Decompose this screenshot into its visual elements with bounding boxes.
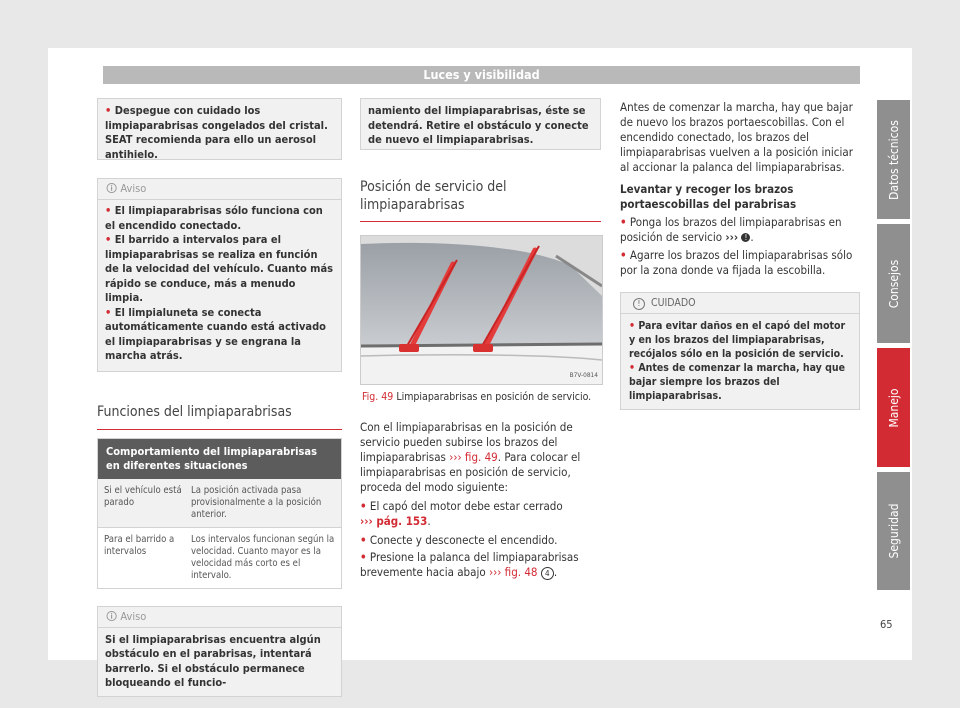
cuidado-body xyxy=(621,314,859,409)
aviso-label: Aviso xyxy=(120,182,147,195)
figure-link[interactable]: ››› fig. 48 xyxy=(488,565,538,579)
step-text: El capó del motor debe estar cerrado xyxy=(369,499,563,513)
table-cell: Si el vehículo está parado xyxy=(104,484,182,508)
aviso-2-body: Si el limpiaparabrisas encuentra algún obstáculo en el parabrisas, intentará barrerlo. Si el obstáculo permanece bloqueando el funcio- xyxy=(105,632,321,689)
section-rule xyxy=(97,429,342,430)
box-bullet: • Despegue con cuidado los limpiaparabrisas congelados del cristal. SEAT recomienda para ello un aerosol antihielo. xyxy=(105,104,334,162)
table-cell: Los intervalos funcionan según la velocidad. Cuanto mayor es la velocidad más corto es el intervalo. xyxy=(191,533,335,581)
aviso-continuation-box: namiento del limpiaparabrisas, éste se detendrá. Retire el obstáculo y conecte de nuevo el limpiaparabrisas. xyxy=(360,98,601,150)
aviso-bullet: • El limpiaparabrisas sólo funciona con el encendido conectado. xyxy=(105,204,334,233)
info-icon: 🛈 xyxy=(106,182,118,195)
table-cell: Para el barrido a intervalos xyxy=(104,533,175,557)
section-rule xyxy=(360,221,601,222)
windshield-figure xyxy=(360,235,603,385)
cuidado-header xyxy=(621,293,859,314)
aviso-box-1 xyxy=(97,178,342,372)
page-number: 65 xyxy=(880,618,893,631)
tab-datos-tecnicos[interactable] xyxy=(877,100,910,219)
figure-caption xyxy=(360,391,601,404)
step-item: • El capó del motor debe estar cerrado ››› pág. 153. xyxy=(360,499,563,528)
tab-label: Seguridad xyxy=(886,503,901,559)
section-title-funciones: Funciones del limpiaparabrisas xyxy=(97,403,292,420)
subheading: Levantar y recoger los brazos portaescobillas del parabrisas xyxy=(620,182,797,211)
bullet-mark: • xyxy=(620,248,627,262)
aviso-header xyxy=(98,607,341,628)
tab-label: Datos técnicos xyxy=(886,119,901,200)
page-header: Luces y visibilidad xyxy=(103,66,860,84)
image-code: B7V-0814 xyxy=(569,370,598,379)
aviso-bullet: • El barrido a intervalos para el limpiaparabrisas se realiza en función de la velocidad del vehículo. Cuanto más rápido se conduce, más a menudo limpia. xyxy=(105,233,334,306)
step-item xyxy=(620,248,860,278)
intro-paragraph: Antes de comenzar la marcha, hay que bajar de nuevo los brazos portaescobillas. Con el encendido conectado, los brazos del limpiaparabrisas vuelven a la posición iniciar al accionar la palanca del limpiaparabrisas. xyxy=(620,100,853,174)
table-title: Comportamiento del limpiaparabrisas en diferentes situaciones xyxy=(98,439,341,479)
step-item xyxy=(360,533,601,548)
step-text: Agarre los brazos del limpiaparabrisas sólo por la zona donde va fijada la escobilla. xyxy=(620,248,853,277)
cuidado-bullet: • Para evitar daños en el capó del motor y en los brazos del limpiaparabrisas, recójalos sólo en la posición de servicio. xyxy=(629,319,851,361)
warning-icon: ! xyxy=(741,233,750,242)
figure-label: Fig. 49 xyxy=(362,391,394,403)
tab-label: Manejo xyxy=(886,387,901,428)
cuidado-bullet: • Antes de comenzar la marcha, hay que bajar siempre los brazos del limpiaparabrisas. xyxy=(629,361,851,403)
paragraph-text: . Para colocar el limpiaparabrisas en posición de servicio, proceda del modo siguiente: xyxy=(360,450,581,494)
cuidado-box xyxy=(620,292,860,410)
tab-label: Consejos xyxy=(886,259,901,308)
aviso-header xyxy=(98,179,341,200)
cuidado-label: CUIDADO xyxy=(651,297,696,309)
paragraph-text: Con el limpiaparabrisas en la posición de servicio pueden subirse los brazos del limpiaparabrisas xyxy=(360,420,573,464)
tab-manejo[interactable] xyxy=(877,348,910,467)
table-row xyxy=(98,528,341,588)
tab-seguridad[interactable] xyxy=(877,472,910,590)
info-icon: 🛈 xyxy=(106,609,118,623)
right-column xyxy=(620,100,860,410)
step-text: Ponga los brazos del limpiaparabrisas en posición de servicio xyxy=(620,215,842,244)
aviso-label: Aviso xyxy=(120,609,147,623)
step-text: Conecte y desconecte el encendido. xyxy=(369,533,558,547)
warning-continuation-box xyxy=(97,98,342,160)
service-steps xyxy=(360,499,601,580)
figure-caption-text: Limpiaparabrisas en posición de servicio. xyxy=(396,391,592,403)
alert-circle-icon: ! xyxy=(633,298,645,310)
middle-column xyxy=(360,98,601,580)
aviso-bullet: • El limpialuneta se conecta automáticamente cuando está activado el limpiaparabrisas y se engrana la marcha atrás. xyxy=(105,306,334,364)
step-item: • Presione la palanca del limpiaparabrisas brevemente hacia abajo ››› fig. 48 4 . xyxy=(360,550,579,579)
bullet-mark: • xyxy=(360,533,367,547)
bullet-mark: • xyxy=(360,499,367,513)
aviso-box-2 xyxy=(97,606,342,697)
function-table xyxy=(97,438,342,589)
service-paragraph xyxy=(360,420,601,495)
step-text: Presione la palanca del limpiaparabrisas brevemente hacia abajo xyxy=(360,550,579,579)
page-link[interactable]: ››› pág. 153 xyxy=(360,514,428,528)
bullet-mark: • xyxy=(620,215,627,229)
windshield-illustration xyxy=(361,236,602,384)
callout-number: 4 xyxy=(541,567,554,580)
step-item: • Ponga los brazos del limpiaparabrisas en posición de servicio ››› ! . xyxy=(620,215,842,244)
table-cell: La posición activada pasa provisionalmente a la posición anterior. xyxy=(191,484,322,520)
table-row xyxy=(98,479,341,528)
warning-link[interactable]: ››› xyxy=(725,230,739,244)
aviso-1-body xyxy=(98,200,341,371)
bullet-mark: • xyxy=(360,550,367,564)
tab-consejos[interactable] xyxy=(877,224,910,343)
section-title-servicio: Posición de servicio del limpiaparabrisas xyxy=(360,179,507,213)
figure-link[interactable]: ››› fig. 49 xyxy=(449,450,498,464)
left-column xyxy=(97,98,342,697)
